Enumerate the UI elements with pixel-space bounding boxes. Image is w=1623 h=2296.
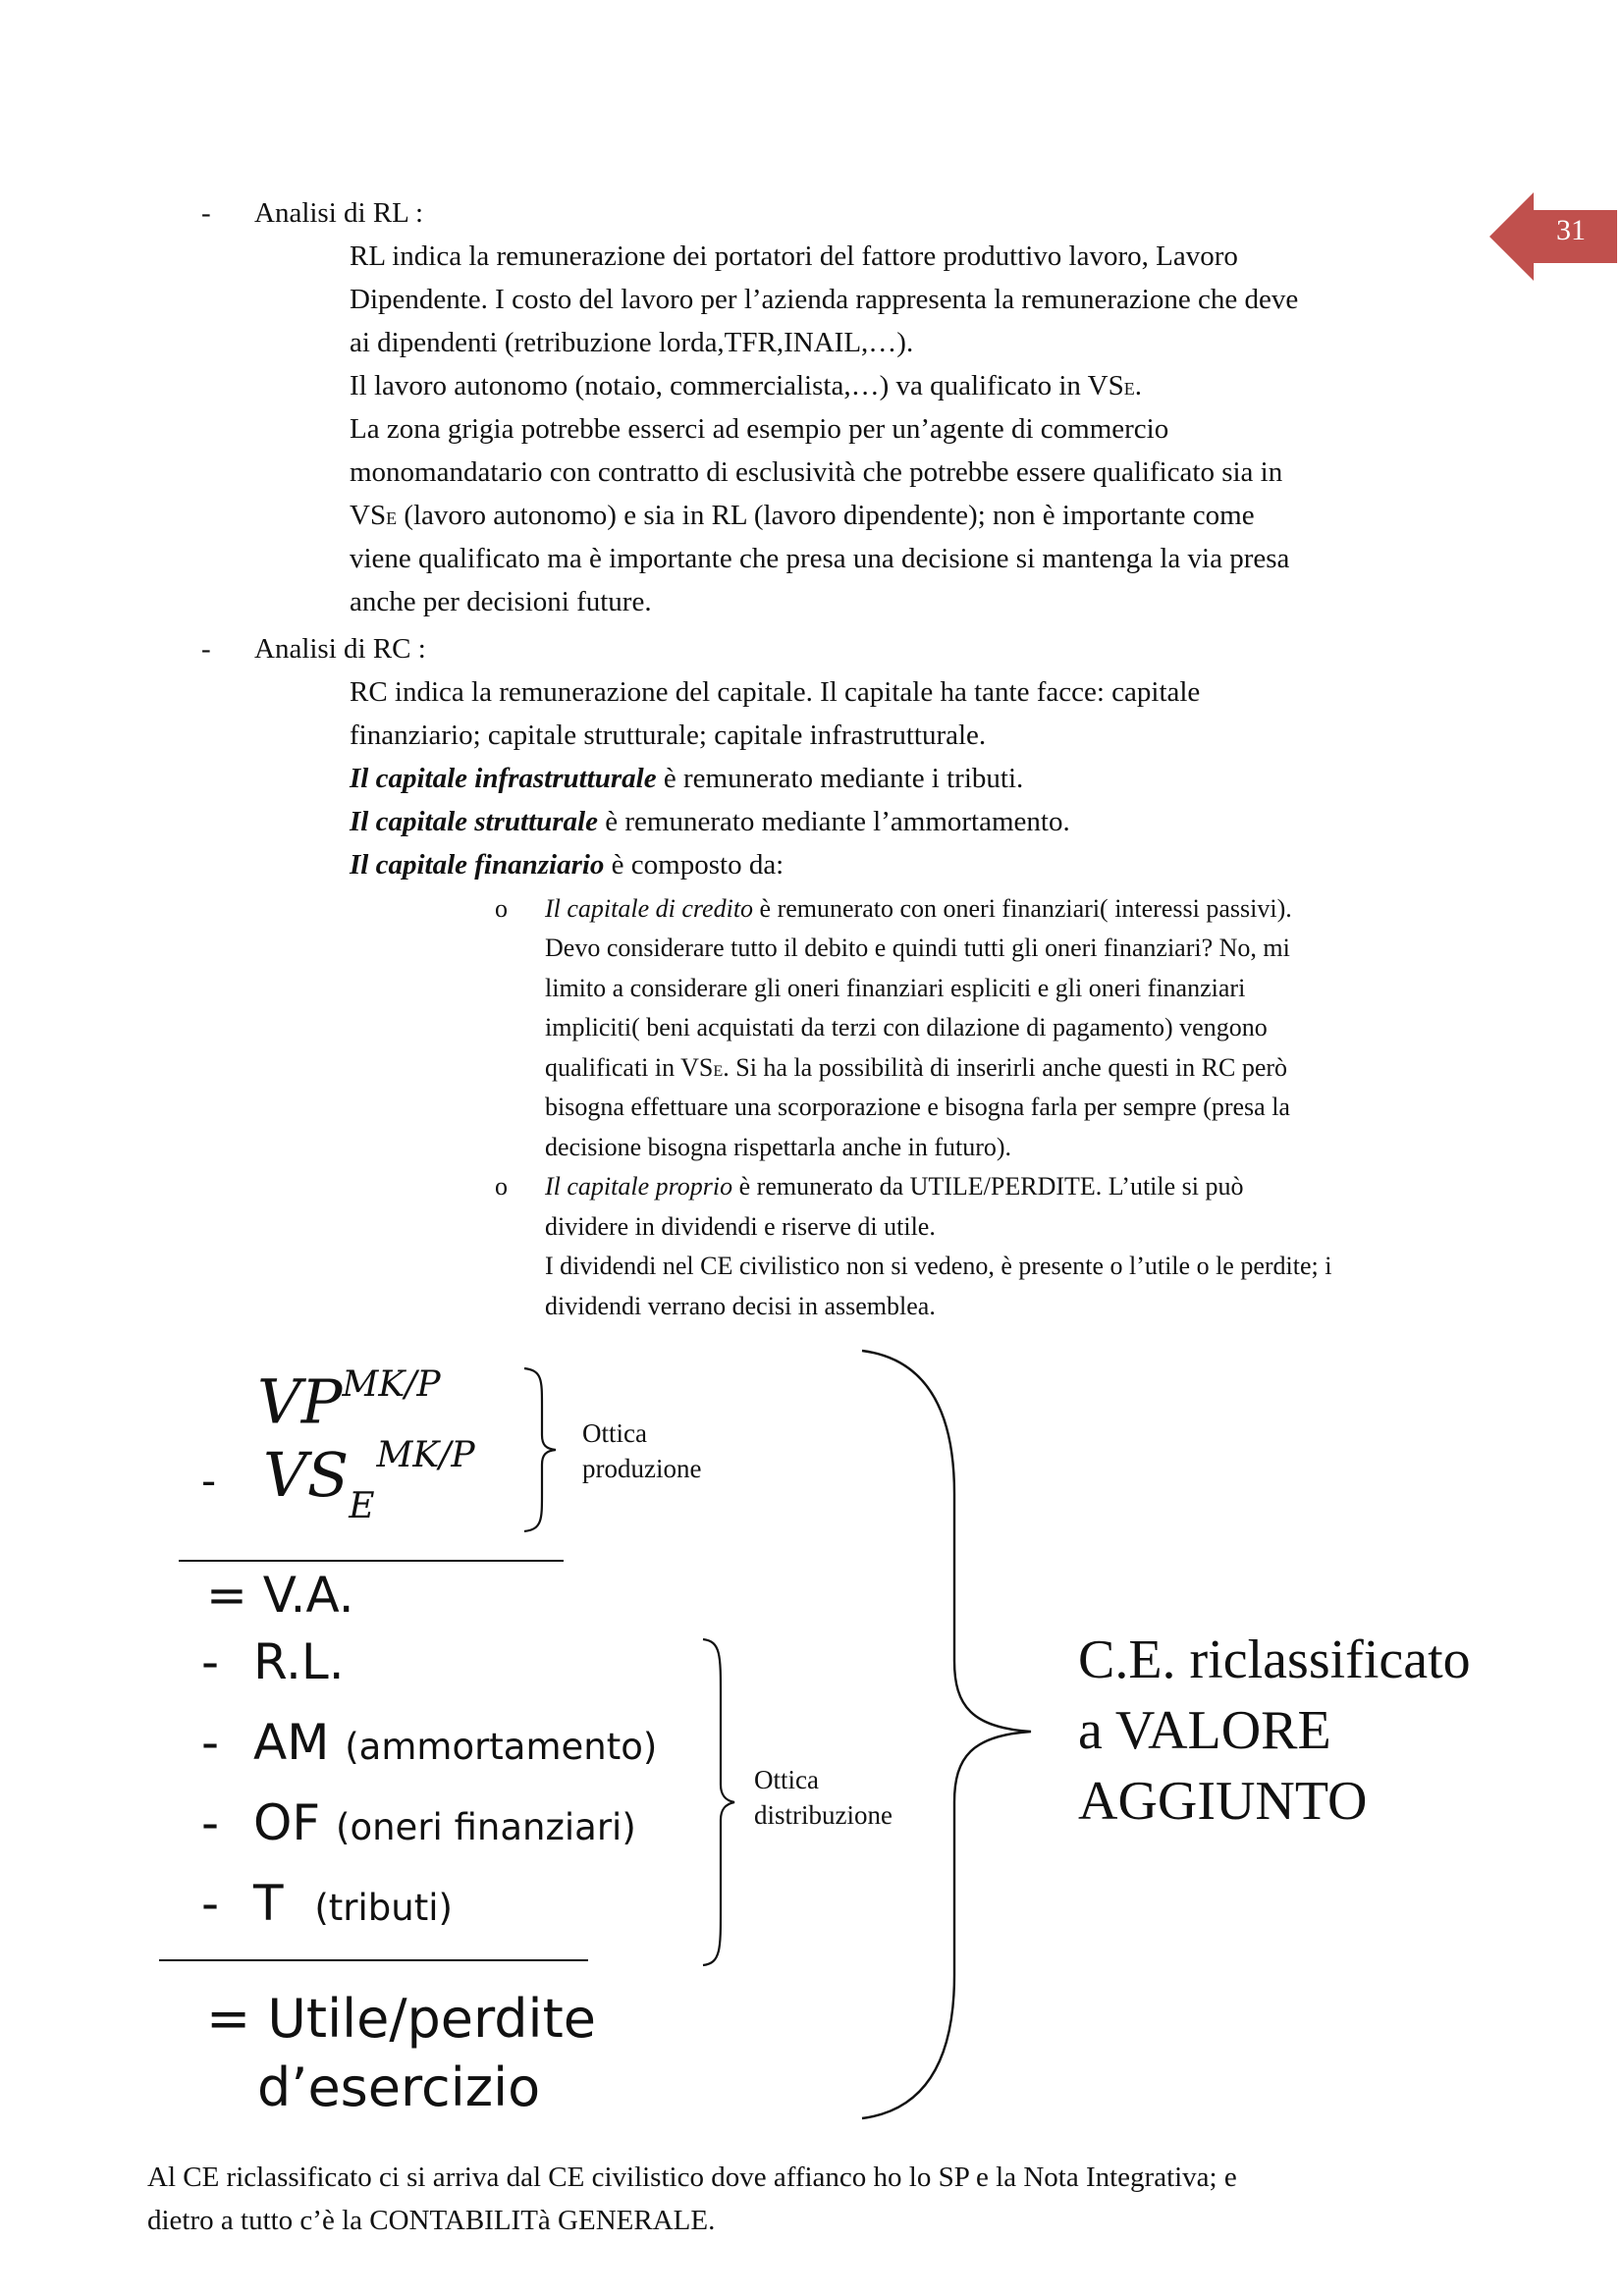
rc-line: finanziario; capitale strutturale; capitale infrastrutturale. (350, 720, 987, 751)
credito-line: Devo considerare tutto il debito e quindi tutti gli oneri finanziari? No, mi (545, 934, 1290, 962)
rl-line: ai dipendenti (retribuzione lorda,TFR,INAIL,…). (350, 327, 914, 358)
of-term: OF (oneri finanziari) (253, 1794, 636, 1851)
credito-line: impliciti( beni acquistati da terzi con dilazione di pagamento) vengono (545, 1013, 1268, 1041)
credito-line: bisogna effettuare una scorporazione e bisogna farla per sempre (presa la (545, 1093, 1290, 1121)
brace-distribuzione (699, 1637, 738, 1967)
rc-infra-line: Il capitale infrastrutturale è remunerato mediante i tributi. (350, 763, 1024, 794)
rc-line: RC indica la remunerazione del capitale. Il capitale ha tante facce: capitale (350, 676, 1201, 708)
am-term: AM (ammortamento) (253, 1714, 658, 1771)
minus-sign: - (201, 1633, 220, 1690)
proprio-line: dividendi verrano decisi in assemblea. (545, 1292, 936, 1320)
rc-fin-line: Il capitale finanziario è composto da: (350, 849, 784, 881)
minus-sign: - (201, 1875, 220, 1932)
proprio-line: I dividendi nel CE civilistico non si vedeno, è presente o l’utile o le perdite; i (545, 1252, 1332, 1280)
utile-line: = Utile/perdite (206, 1988, 596, 2050)
credito-line: decisione bisogna rispettarla anche in futuro). (545, 1133, 1012, 1161)
ottica-distribuzione-label: Ottica distribuzione (754, 1765, 893, 1830)
footer-line: Al CE riclassificato ci si arriva dal CE civilistico dove affianco ho lo SP e la Nota Integrativa; e (147, 2162, 1237, 2193)
bullet-dash: - (201, 197, 211, 229)
bullet-dash: - (201, 633, 211, 665)
footer-line: dietro a tutto c’è la CONTABILITà GENERALE. (147, 2205, 716, 2236)
va-line: = V.A. (206, 1567, 354, 1624)
divider-line (159, 1959, 588, 1961)
vp-term: $VP^{MK/P}$ (257, 1364, 441, 1438)
utile-line: d’esercizio (257, 2056, 541, 2118)
rl-term: R.L. (253, 1633, 345, 1690)
rl-line: VSE (lavoro autonomo) e sia in RL (lavoro dipendente); non è importante come (350, 500, 1255, 531)
bullet-circle: o (495, 1172, 508, 1201)
rl-line: viene qualificato ma è importante che presa una decisione si mantenga la via presa (350, 543, 1290, 574)
rl-line: anche per decisioni future. (350, 586, 652, 617)
bullet-circle: o (495, 894, 508, 923)
rc-strut-line: Il capitale strutturale è remunerato mediante l’ammortamento. (350, 806, 1070, 837)
vs-term: $VS_E^{MK/P}$ (263, 1435, 475, 1526)
minus-sign: - (201, 1457, 217, 1505)
rl-line: La zona grigia potrebbe esserci ad esempio per un’agente di commercio (350, 413, 1169, 445)
rc-heading: Analisi di RC : (254, 633, 426, 665)
proprio-line: Il capitale proprio è remunerato da UTILE/PERDITE. L’utile si può (545, 1172, 1244, 1201)
credito-line: Il capitale di credito è remunerato con oneri finanziari( interessi passivi). (545, 894, 1292, 923)
brace-ce (844, 1347, 1041, 2122)
credito-line: limito a considerare gli oneri finanziari espliciti e gli oneri finanziari (545, 974, 1246, 1002)
rl-line: Il lavoro autonomo (notaio, commercialista,…) va qualificato in VSE. (350, 370, 1142, 401)
rl-line: RL indica la remunerazione dei portatori del fattore produttivo lavoro, Lavoro (350, 240, 1238, 272)
credito-line: qualificati in VSE. Si ha la possibilità di inserirli anche questi in RC però (545, 1053, 1288, 1082)
brace-produzione (520, 1366, 560, 1533)
ce-title: C.E. riclassificato a VALORE AGGIUNTO (1078, 1629, 1471, 1832)
proprio-line: dividere in dividendi e riserve di utile. (545, 1212, 936, 1241)
minus-sign: - (201, 1714, 220, 1771)
rl-heading: Analisi di RL : (254, 197, 424, 229)
minus-sign: - (201, 1794, 220, 1851)
ottica-produzione-label: Ottica produzione (582, 1418, 702, 1483)
divider-line (179, 1560, 564, 1562)
t-term: T (tributi) (253, 1875, 453, 1932)
rl-line: Dipendente. I costo del lavoro per l’azienda rappresenta la remunerazione che deve (350, 284, 1299, 315)
page-number: 31 (1556, 214, 1586, 246)
rl-line: monomandatario con contratto di esclusività che potrebbe essere qualificato sia in (350, 456, 1283, 488)
